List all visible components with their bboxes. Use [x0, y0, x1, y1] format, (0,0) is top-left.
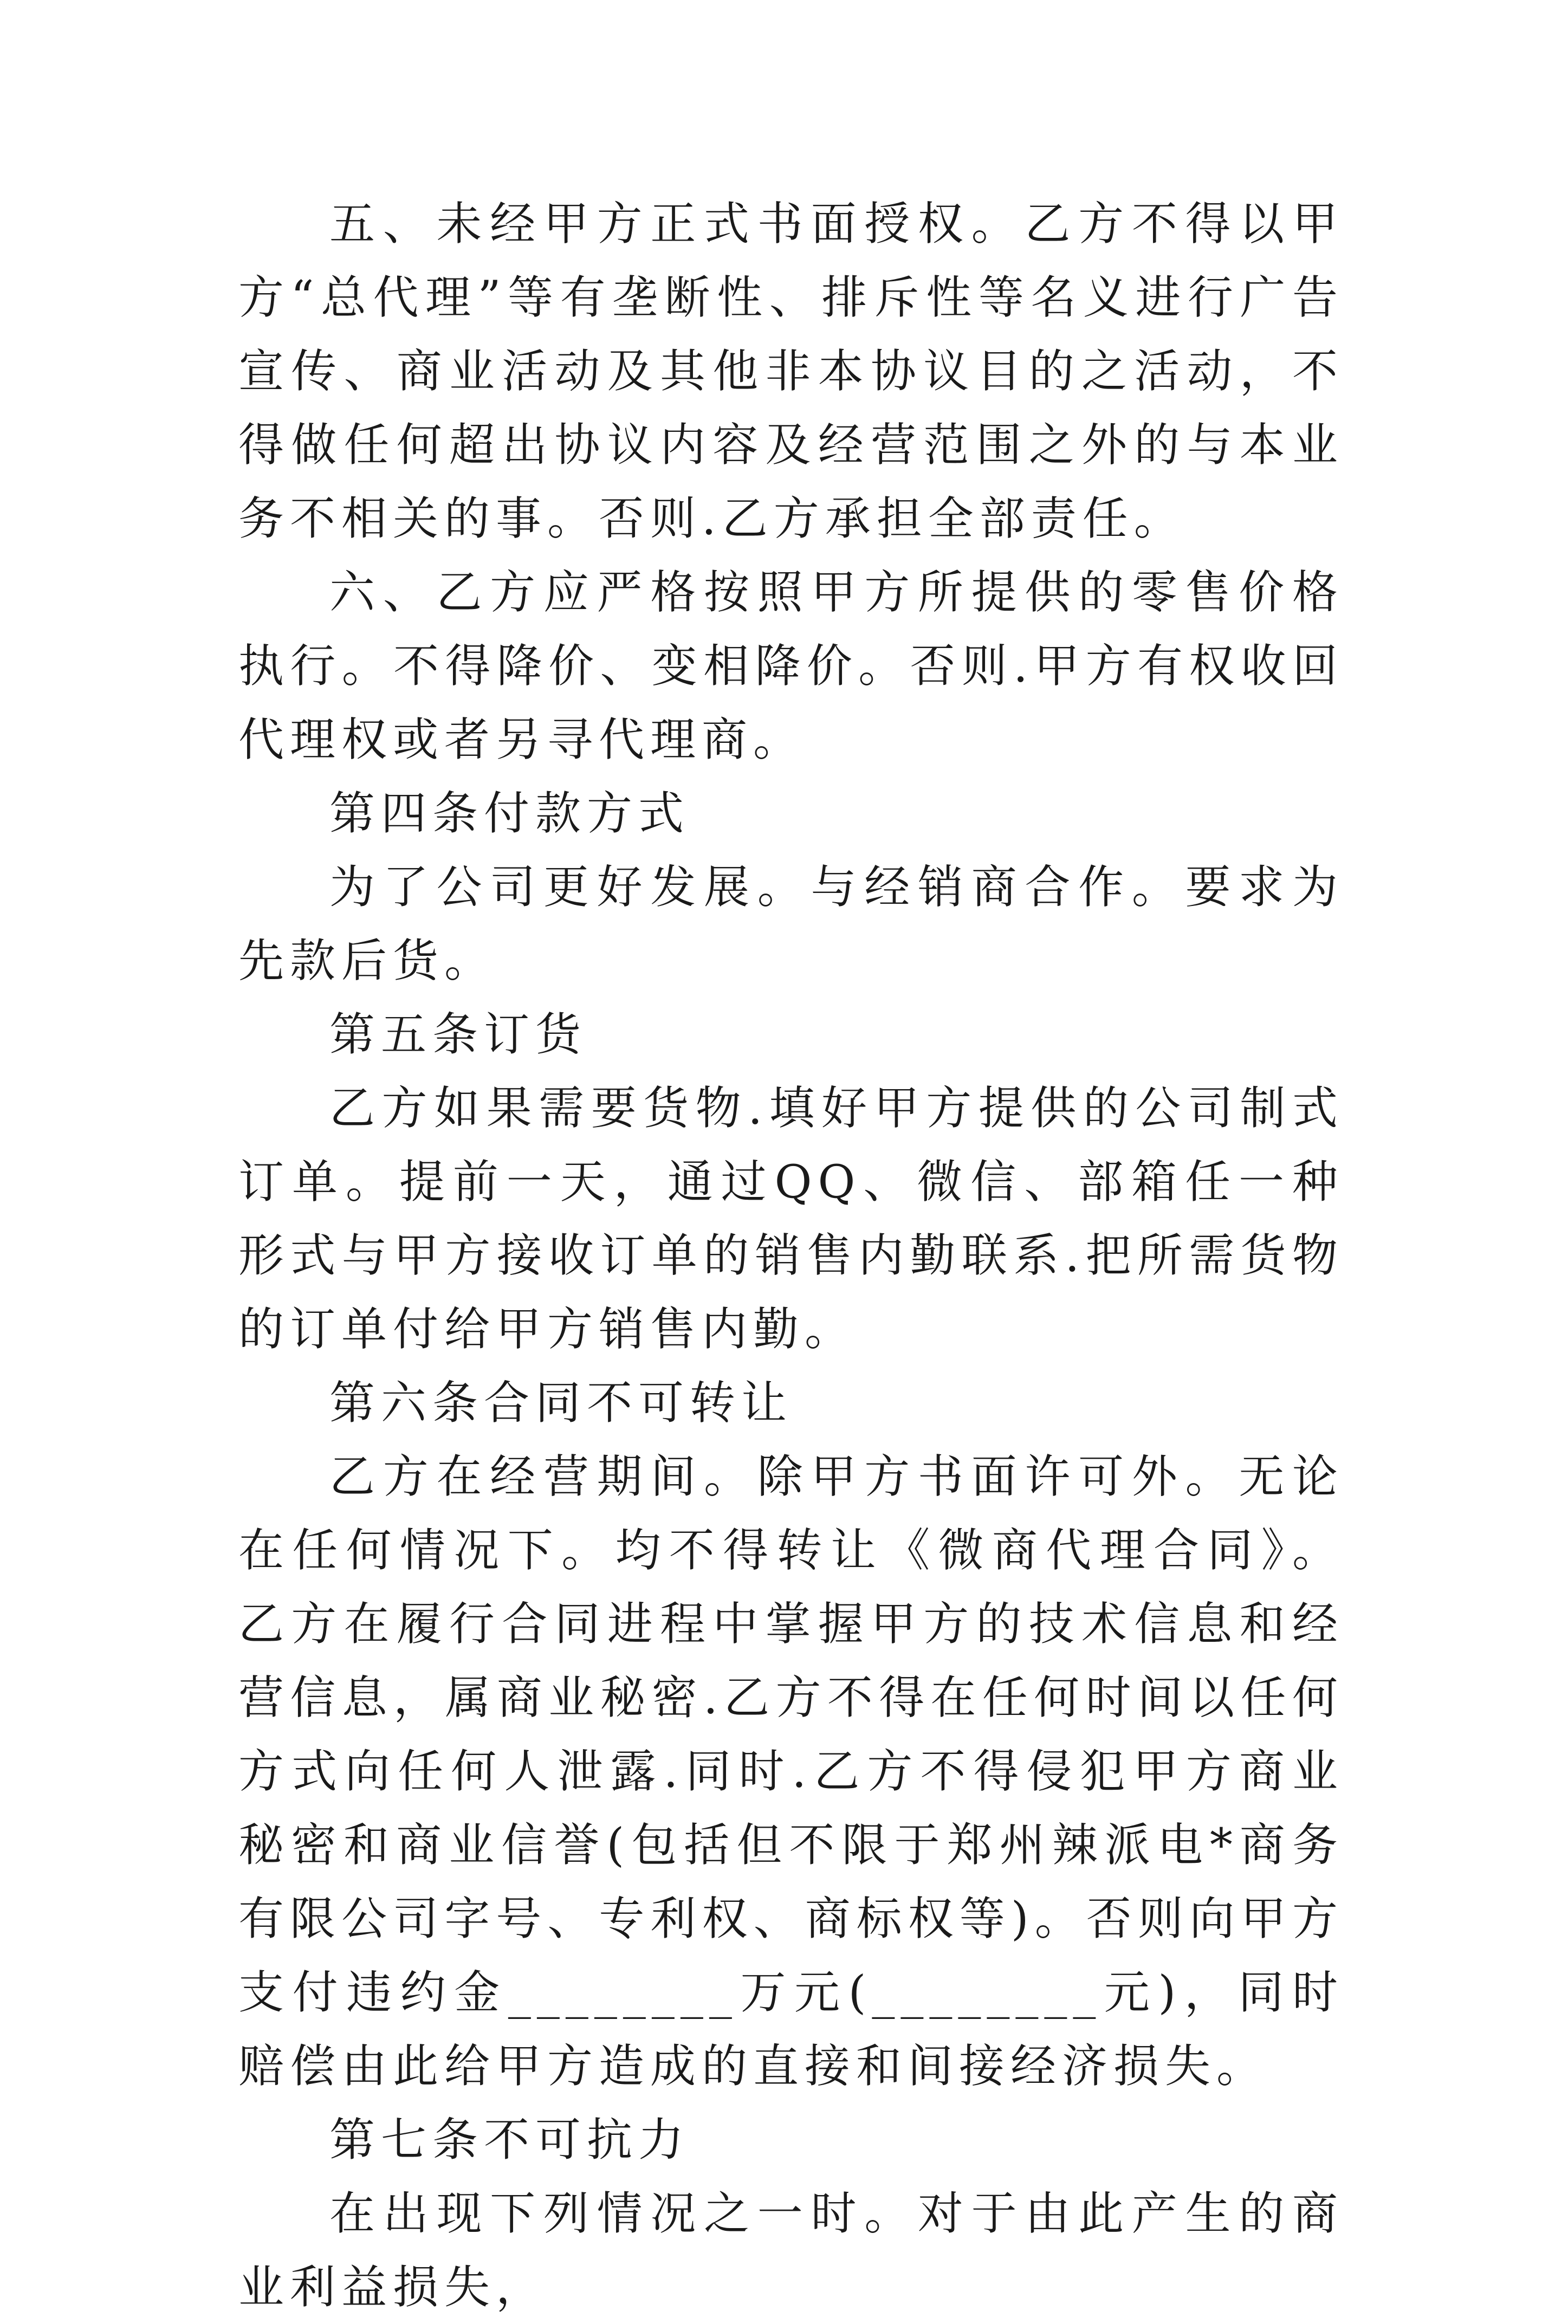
- heading-article-seven: 第七条不可抗力: [329, 2113, 690, 2166]
- paragraph-ordering: 乙方如果需要货物.填好甲方提供的公司制式订单。提前一天，通过QQ、微信、部箱任一种形式与甲方接收订单的销售内勤联系.把所需货物的订单付给甲方销售内勤。: [238, 1082, 1344, 1356]
- heading-article-six: 第六条合同不可转让: [329, 1376, 793, 1429]
- heading-article-five: 第五条订货: [329, 1008, 587, 1061]
- paragraph-payment: 为了公司更好发展。与经销商合作。要求为先款后货。: [238, 860, 1344, 987]
- paragraph-clause-five: 五、未经甲方正式书面授权。乙方不得以甲方“总代理”等有垄断性、排斥性等名义进行广告宣传、商业活动及其他非本协议目的之活动，不得做任何超出协议内容及经营范围之外的与本业务不相关的事。否则.乙方承担全部责任。: [238, 197, 1344, 545]
- heading-article-four: 第四条付款方式: [329, 787, 690, 840]
- paragraph-force-majeure: 在出现下列情况之一时。对于由此产生的商业利益损失，: [238, 2187, 1344, 2314]
- paragraph-non-transferable: 乙方在经营期间。除甲方书面许可外。无论在任何情况下。均不得转让《微商代理合同》。乙方在履行合同进程中掌握甲方的技术信息和经营信息，属商业秘密.乙方不得在任何时间以任何方式向任何人泄露.同时.乙方不得侵犯甲方商业秘密和商业信誉(包括但不限于郑州辣派电*商务有限公司字号、专利权、商标权等)。否则向甲方支付违约金________万元(________元)，同时赔偿由此给甲方造成的直接和间接经济损失。: [238, 1450, 1344, 2093]
- document-body: [238, 187, 1344, 2324]
- paragraph-clause-six: 六、乙方应严格按照甲方所提供的零售价格执行。不得降价、变相降价。否则.甲方有权收回代理权或者另寻代理商。: [238, 566, 1344, 766]
